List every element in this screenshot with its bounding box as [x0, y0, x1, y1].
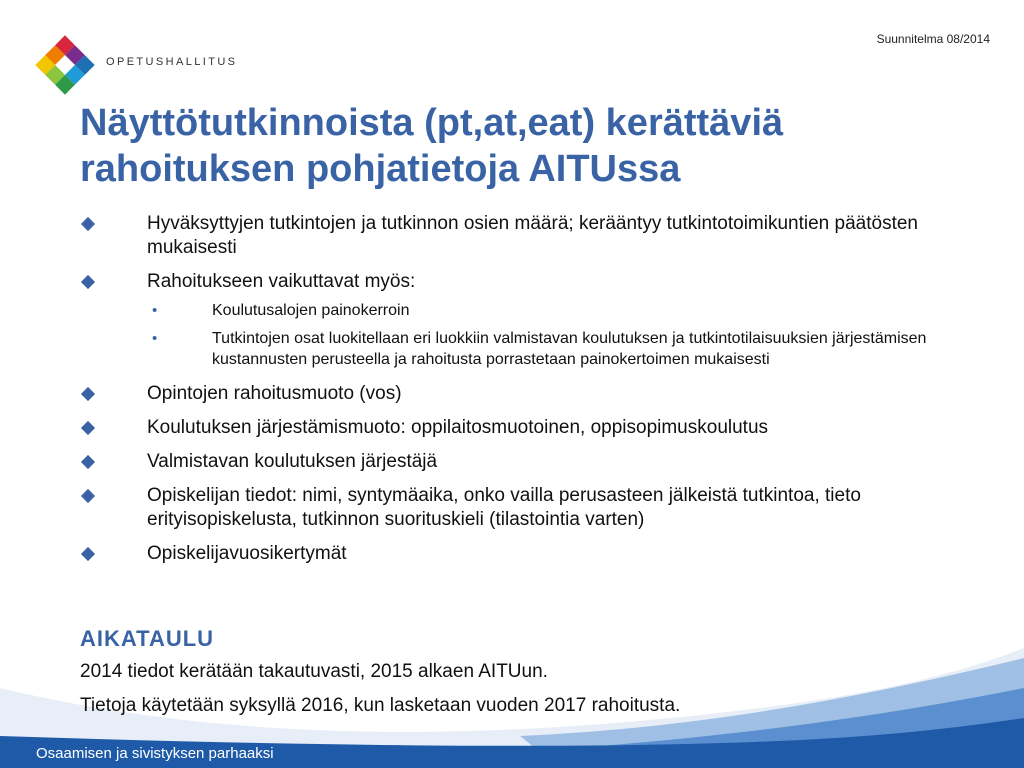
bullet-text: Hyväksyttyjen tutkintojen ja tutkinnon osien määrä; kerääntyy tutkintotoimikuntien päätösten mukaisesti: [147, 213, 918, 258]
bullet-item: [80, 270, 990, 294]
dot-bullet-icon: •: [152, 330, 158, 347]
sub-bullet-item: [80, 300, 990, 321]
bullet-text: Opiskelijavuosikertymät: [147, 543, 347, 564]
diamond-bullet-icon: [81, 387, 95, 401]
diamond-bullet-icon: [81, 275, 95, 289]
bullet-item: [80, 542, 990, 566]
schedule-line: Tietoja käytetään syksyllä 2016, kun lasketaan vuoden 2017 rahoitusta.: [80, 695, 681, 716]
diamond-bullet-icon: [81, 547, 95, 561]
bullet-text: Valmistavan koulutuksen järjestäjä: [147, 451, 438, 472]
sub-bullet-text: Tutkintojen osat luokitellaan eri luokkiin valmistavan koulutuksen ja tutkintotilaisuuksien järjestämisen kustannusten perusteella ja rahoitusta porrastetaan painokertoimen mukaisesti: [212, 330, 927, 368]
diamond-bullet-icon: [81, 217, 95, 231]
schedule-section: [80, 626, 980, 728]
diamond-bullet-icon: [81, 421, 95, 435]
bullet-text: Opiskelijan tiedot: nimi, syntymäaika, onko vailla perusasteen jälkeistä tutkintoa, tieto erityisopiskelusta, tutkinnon suorituskieli (tilastointia varten): [147, 485, 861, 530]
logo-wordmark: OPETUSHALLITUS: [106, 56, 238, 68]
bullet-text: Rahoitukseen vaikuttavat myös:: [147, 271, 416, 292]
bullet-item: [80, 416, 990, 440]
dot-bullet-icon: •: [152, 302, 158, 319]
slide-title: Näyttötutkinnoista (pt,at,eat) kerättäviä rahoituksen pohjatietoja AITUssa: [80, 102, 784, 190]
sub-bullet-text: Koulutusalojen painokerroin: [212, 302, 410, 319]
bullet-item: [80, 382, 990, 406]
sub-bullet-item: [80, 328, 990, 370]
bullet-item: [80, 450, 990, 474]
plan-label: Suunnitelma 08/2014: [876, 32, 990, 46]
diamond-bullet-icon: [81, 489, 95, 503]
schedule-heading: AIKATAULU: [80, 626, 215, 651]
schedule-line: 2014 tiedot kerätään takautuvasti, 2015 alkaen AITUun.: [80, 661, 548, 682]
bullet-text: Opintojen rahoitusmuoto (vos): [147, 383, 402, 404]
bullet-item: [80, 212, 990, 260]
sub-bullet-list: [80, 300, 990, 370]
opetushallitus-logo: [34, 34, 96, 96]
diamond-bullet-icon: [81, 455, 95, 469]
bullet-list: [80, 212, 990, 576]
bullet-item: [80, 484, 990, 532]
bullet-text: Koulutuksen järjestämismuoto: oppilaitosmuotoinen, oppisopimuskoulutus: [147, 417, 769, 438]
footer-slogan: Osaamisen ja sivistyksen parhaaksi: [36, 745, 274, 762]
